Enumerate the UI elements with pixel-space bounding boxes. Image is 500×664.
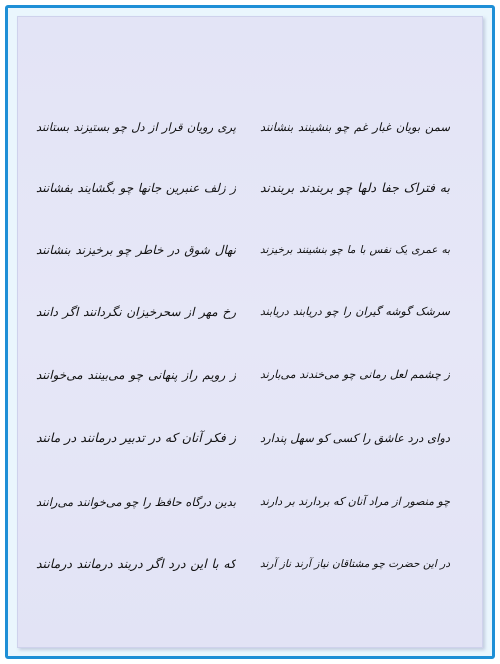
hemistich-left: ز زلف عنبرین جانها چو بگشایند بفشانند xyxy=(36,181,236,195)
couplet-3 xyxy=(18,230,484,270)
hemistich-right: به عمری یک نفس با ما چو بنشینند برخیزند xyxy=(260,244,450,256)
couplet-2 xyxy=(18,168,484,208)
hemistich-right: دوای درد عاشق را کسی کو سهل پندارد xyxy=(260,431,450,445)
hemistich-right: ز چشمم لعل رمانی چو می‌خندند می‌بارند xyxy=(260,368,450,381)
hemistich-left: نهال شوق در خاطر چو برخیزند بنشانند xyxy=(36,243,236,257)
hemistich-left: که با این درد اگر دربند درمانند درمانند xyxy=(36,556,236,571)
couplet-1 xyxy=(18,107,484,147)
hemistich-right: به فتراک جفا دلها چو بربندند بربندند xyxy=(260,180,450,195)
hemistich-left: ز رویم راز پنهانی چو می‌بینند می‌خوانند xyxy=(36,368,236,382)
couplet-4 xyxy=(18,292,484,332)
hemistich-right: سرشک گوشه گیران را چو دریابند دریابند xyxy=(260,305,450,318)
hemistich-left: بدین درگاه حافظ را چو می‌خوانند می‌رانند xyxy=(36,495,236,509)
hemistich-right: در این حضرت چو مشتاقان نیاز آرند ناز آرند xyxy=(260,558,450,570)
hemistich-left: ز فکر آنان که در تدبیر درمانند در مانند xyxy=(36,430,236,445)
couplet-5 xyxy=(18,355,484,395)
poem-panel xyxy=(17,16,483,648)
couplet-6 xyxy=(18,418,484,458)
hemistich-right: سمن بویان غبار غم چو بنشینند بنشانند xyxy=(260,120,450,134)
hemistich-left: پری رویان قرار از دل چو بستیزند بستانند xyxy=(36,120,236,134)
hemistich-left: رخ مهر از سحرخیزان نگردانند اگر دانند xyxy=(36,305,236,319)
poem xyxy=(18,107,484,577)
couplet-8 xyxy=(18,544,484,584)
hemistich-right: چو منصور از مراد آنان که بردارند بر دارند xyxy=(260,495,450,508)
couplet-7 xyxy=(18,482,484,522)
